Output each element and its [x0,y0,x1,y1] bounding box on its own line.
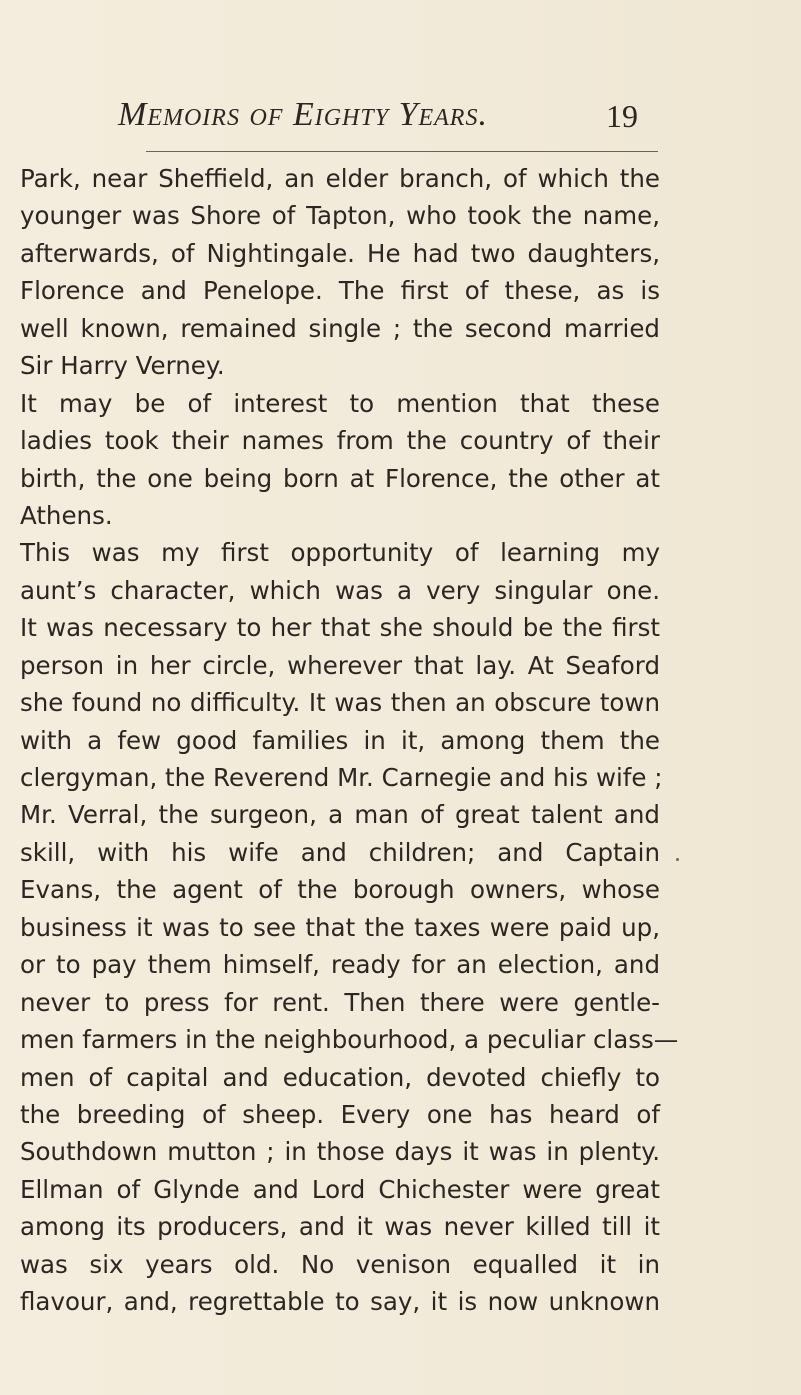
text-line: ladies took their names from the country of their [20,426,660,456]
text-line: the breeding of sheep. Every one has heard of [20,1099,660,1129]
text-line: Florence and Penelope. The first of these, as is [20,276,660,306]
text-line: birth, the one being born at Florence, the other at [20,463,660,493]
text-line: she found no difficulty. It was then an obscure town [20,688,660,718]
text-line: clergyman, the Reverend Mr. Carnegie and his wife ; [20,763,663,792]
text-line: among its producers, and it was never killed till it [20,1212,660,1242]
running-title: Memoirs of Eighty Years. [118,96,488,133]
header-rule [146,151,658,152]
text-line: aunt’s character, which was a very singular one. [20,575,660,605]
text-line: Mr. Verral, the surgeon, a man of great talent and [20,800,660,830]
text-line: afterwards, of Nightingale. He had two daughters, [20,238,660,268]
text-line: men farmers in the neighbourhood, a peculiar class— [20,1025,679,1055]
text-line: younger was Shore of Tapton, who took the name, [20,201,660,231]
text-line: It may be of interest to mention that these [20,388,660,418]
text-line: It was necessary to her that she should be the first [20,613,660,643]
text-line: or to pay them himself, ready for an election, and [20,950,660,980]
text-line: This was my first opportunity of learning my [20,538,660,568]
text-line: Sir Harry Verney. [20,351,225,381]
text-line: men of capital and education, devoted chiefly to [20,1062,660,1092]
text-line: never to press for rent. Then there were gentle- [20,987,660,1017]
text-line: with a few good families in it, among them the [20,725,660,755]
page-number: 19 [606,98,638,134]
text-line: Southdown mutton ; in those days it was in plenty. [20,1137,660,1167]
paper-speck [676,858,679,861]
text-line: Ellman of Glynde and Lord Chichester were great [20,1174,660,1204]
text-line: Athens. [20,500,113,530]
text-line: Park, near Sheffield, an elder branch, of which the [20,164,660,193]
text-line: well known, remained single ; the second married [20,313,660,343]
text-line: person in her circle, wherever that lay. At Seaford [20,650,660,680]
text-line: was six years old. No venison equalled it in [20,1249,660,1279]
text-line: skill, with his wife and children; and Captain [20,837,660,867]
text-line: business it was to see that the taxes were paid up, [20,912,660,942]
text-line: flavour, and, regrettable to say, it is now unknown [20,1287,660,1317]
page-header [0,88,801,154]
text-line: Evans, the agent of the borough owners, whose [20,875,660,905]
body-text [20,160,679,1321]
